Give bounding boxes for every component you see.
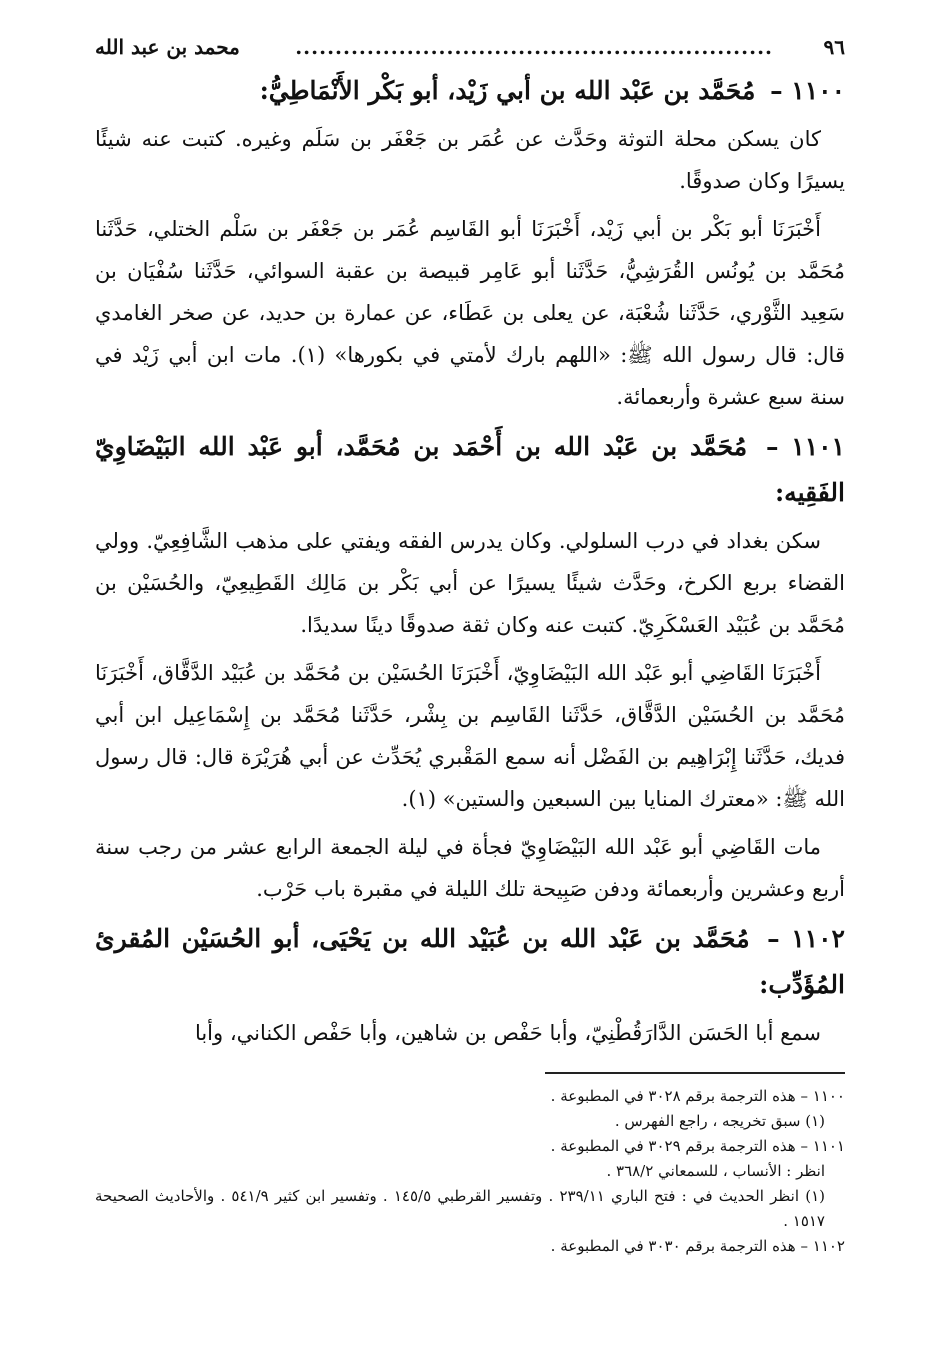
entry-number: ١١٠٠ – xyxy=(770,76,845,105)
footnote: (١) انظر الحديث في : فتح الباري ٢٣٩/١١ . وتفسير القرطبي ١٤٥/٥ . وتفسير ابن كثير ٥٤١/٩ . والأحاديث الصحيحة ١٥١٧ . xyxy=(95,1187,825,1230)
entry-number: ١١٠٢ – xyxy=(767,924,845,953)
footnote: ١١٠١ – هذه الترجمة برقم ٣٠٢٩ في المطبوعة . xyxy=(550,1137,845,1155)
running-header xyxy=(95,30,845,64)
footnote: (١) سبق تخريجه ، راجع الفهرس . xyxy=(614,1112,825,1130)
header-leader-dots: ............................................................ xyxy=(295,35,773,59)
footnote: ١١٠٢ – هذه الترجمة برقم ٣٠٣٠ في المطبوعة . xyxy=(550,1237,845,1255)
entry-paragraph: أَخْبَرَنَا القَاضِي أبو عَبْد الله البَيْضَاوِيّ، أَخْبَرَنَا الحُسَيْن بن مُحَمَّد بن عُبَيْد الدَّقَّاق، أَخْبَرَنَا مُحَمَّد بن الحُسَيْن الدَّقَّاق، حَدَّثَنا القَاسِم بن بِشْر، حَدَّثَنا مُحَمَّد بن إِسْمَاعِيل ابن أبي فديك، حَدَّثَنا إِبْرَاهِيم بن الفَضْل أنه سمع المَقْبري يُحَدِّث عن أبي هُرَيْرَة قال: قال رسول الله ﷺ: «معترك المنايا بين السبعين والستين» (١). xyxy=(95,661,845,811)
entry-heading xyxy=(95,68,845,114)
entry-1100 xyxy=(95,68,845,418)
page xyxy=(95,30,845,1259)
footnote: انظر : الأنساب ، للسمعاني ٣٦٨/٢ . xyxy=(606,1162,825,1180)
running-title: محمد بن عبد الله xyxy=(95,35,240,59)
footnote: ١١٠٠ – هذه الترجمة برقم ٣٠٢٨ في المطبوعة . xyxy=(550,1087,845,1105)
entry-paragraph: مات القَاضِي أبو عَبْد الله البَيْضَاوِيّ فجأة في ليلة الجمعة الرابع عشر من رجب سنة أربع وعشرين وأربعمائة ودفن صَبِيحة تلك الليلة في مقبرة باب حَرْب. xyxy=(95,835,845,901)
entry-heading xyxy=(95,916,845,1008)
entry-title: مُحَمَّد بن عَبْد الله بن أَحْمَد بن مُحَمَّد، أبو عَبْد الله البَيْضَاوِيّ الفَقِيه: xyxy=(95,432,845,507)
entry-number: ١١٠١ – xyxy=(765,432,845,461)
entry-title: مُحَمَّد بن عَبْد الله بن أبي زَيْد، أبو بَكْر الأَنْمَاطِيُّ: xyxy=(259,76,756,105)
page-number: ٩٦ xyxy=(823,35,845,59)
entry-title: مُحَمَّد بن عَبْد الله بن عُبَيْد الله بن يَحْيَى، أبو الحُسَيْن المُقرئ المُؤَدِّب: xyxy=(95,924,845,999)
entry-1101 xyxy=(95,424,845,910)
entry-paragraph: كان يسكن محلة التوثة وحَدَّث عن عُمَر بن جَعْفَر بن سَلَم وغيره. كتبت عنه شيئًا يسيرًا وكان صدوقًا. xyxy=(95,127,845,193)
entry-1102 xyxy=(95,916,845,1054)
entry-paragraph: سمع أبا الحَسَن الدَّارَقُطْنِيّ، وأبا حَفْص بن شاهين، وأبا حَفْص الكناني، وأبا xyxy=(194,1021,821,1045)
entry-paragraph: أَخْبَرَنَا أبو بَكْر بن أبي زَيْد، أَخْبَرَنَا أبو القَاسِم عُمَر بن جَعْفَر بن سَلْم الختلي، حَدَّثَنا مُحَمَّد بن يُونُس القُرَشِيُّ، حَدَّثَنا أبو عَامِر قبيصة بن عقبة السوائي، حَدَّثَنا سُفْيَان بن سَعِيد الثَّوْري، حَدَّثَنا شُعْبَة، عن يعلى بن عَطَاء، عن عمارة بن حديد، عن صخر الغامدي قال: قال رسول الله ﷺ: «اللهم بارك لأمتي في بكورها» (١). مات ابن أبي زَيْد في سنة سبع عشرة وأربعمائة. xyxy=(95,217,845,409)
footnotes xyxy=(95,1084,845,1259)
footnote-divider xyxy=(545,1072,845,1074)
entry-paragraph: سكن بغداد في درب السلولي. وكان يدرس الفقه ويفتي على مذهب الشَّافِعِيّ. وولي القضاء بربع الكرخ، وحَدَّث شيئًا يسيرًا عن أبي بَكْر بن مَالِك القَطِيعِيّ، والحُسَيْن بن مُحَمَّد بن عُبَيْد العَسْكَرِيّ. كتبت عنه وكان ثقة صدوقًا دينًا سديدًا. xyxy=(95,529,845,637)
entry-heading xyxy=(95,424,845,516)
